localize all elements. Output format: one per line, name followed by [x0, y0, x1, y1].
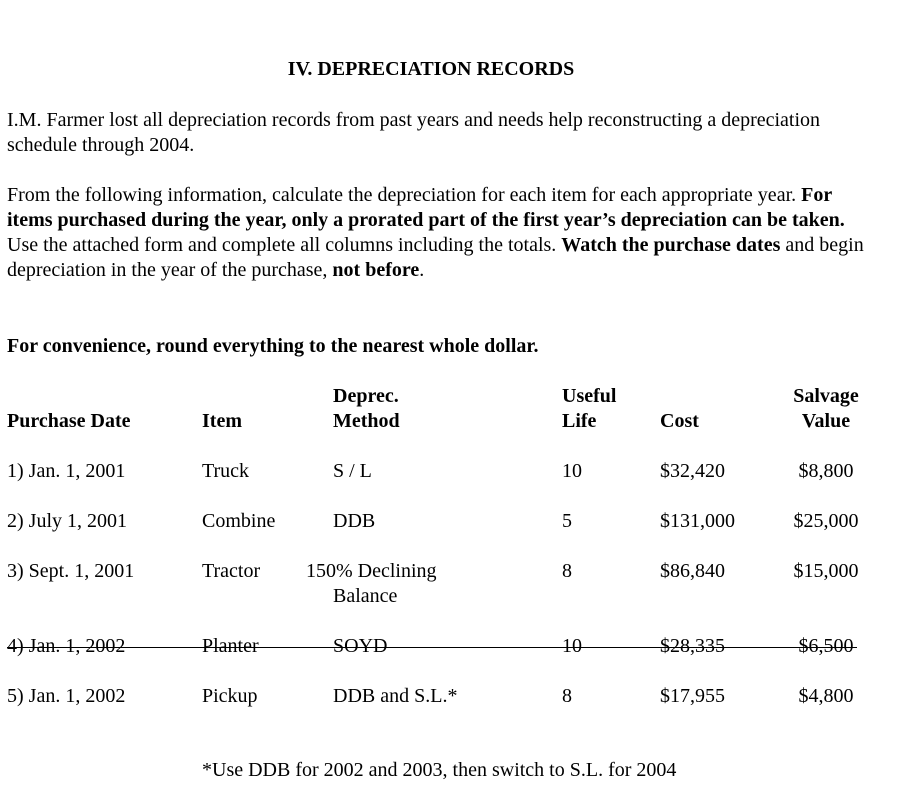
instructions-bold-prorate: For items purchased during the year, only a prorated part of the first year’s depreciation can be taken. — [7, 184, 845, 231]
header-salvage-line1: Salvage — [793, 385, 859, 407]
row-cost: $28,335 — [660, 635, 725, 657]
row-method-line2: Balance — [333, 585, 398, 607]
row-cost: $32,420 — [660, 460, 725, 482]
row-salvage: $6,500 — [798, 635, 854, 657]
row-life: 5 — [562, 510, 572, 532]
row-date: 1) Jan. 1, 2001 — [7, 460, 126, 482]
row-salvage: $25,000 — [793, 510, 859, 532]
row-item: Tractor — [202, 560, 261, 582]
header-life-line2: Life — [562, 410, 597, 432]
header-life-line1: Useful — [562, 385, 617, 407]
row-method: SOYD — [333, 635, 388, 657]
row-cost: $86,840 — [660, 560, 725, 582]
header-purchase-date: Purchase Date — [7, 410, 131, 432]
header-cost: Cost — [660, 410, 699, 432]
header-salvage-line2: Value — [801, 410, 851, 432]
strikethrough-line — [7, 647, 857, 648]
header-method-line1: Deprec. — [333, 385, 399, 407]
page-title: IV. DEPRECIATION RECORDS — [287, 58, 575, 80]
row-item: Truck — [202, 460, 250, 482]
row-date: 2) July 1, 2001 — [7, 510, 127, 532]
row-cost: $17,955 — [660, 685, 725, 707]
row-salvage: $4,800 — [798, 685, 854, 707]
instructions-text-1: From the following information, calculate the depreciation for each item for each appropriate year. — [7, 184, 802, 206]
footnote: *Use DDB for 2002 and 2003, then switch to S.L. for 2004 — [202, 759, 677, 781]
row-item: Planter — [202, 635, 259, 657]
row-method: DDB and S.L.* — [333, 685, 458, 707]
intro-paragraph: I.M. Farmer lost all depreciation records from past years and needs help reconstructing a depreciation schedule through 2004. — [7, 109, 821, 156]
row-life: 10 — [562, 635, 582, 657]
instructions-text-3: and begin depreciation in the year of the purchase, — [7, 234, 864, 281]
row-date: 4) Jan. 1, 2002 — [7, 635, 126, 657]
instructions-bold-not-before: not before — [332, 259, 420, 281]
row-date: 5) Jan. 1, 2002 — [7, 685, 126, 707]
row-method: 150% Declining — [306, 560, 437, 582]
header-method-line2: Method — [333, 410, 400, 432]
instructions-text-2: Use the attached form and complete all columns including the totals. — [7, 234, 562, 256]
row-method: DDB — [333, 510, 376, 532]
row-life: 8 — [562, 560, 572, 582]
instructions-paragraph — [7, 183, 867, 283]
row-date: 3) Sept. 1, 2001 — [7, 560, 135, 582]
header-item: Item — [202, 410, 242, 432]
row-method: S / L — [333, 460, 372, 482]
row-cost: $131,000 — [660, 510, 735, 532]
row-salvage: $8,800 — [798, 460, 854, 482]
row-salvage: $15,000 — [793, 560, 859, 582]
instructions-text-4: . — [419, 259, 425, 281]
rounding-note: For convenience, round everything to the nearest whole dollar. — [7, 335, 539, 357]
row-item: Combine — [202, 510, 276, 532]
row-item: Pickup — [202, 685, 258, 707]
instructions-bold-dates: Watch the purchase dates — [561, 234, 781, 256]
row-life: 10 — [562, 460, 582, 482]
row-life: 8 — [562, 685, 572, 707]
